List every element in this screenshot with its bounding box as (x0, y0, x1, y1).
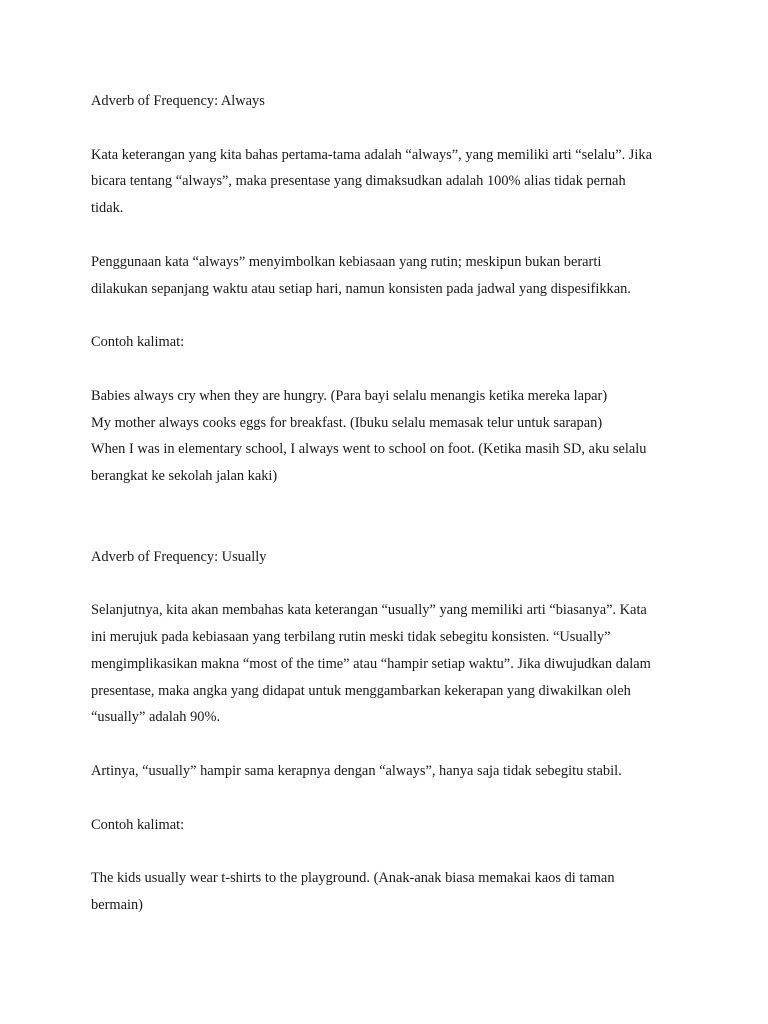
text-line: Penggunaan kata “always” menyimbolkan kebiasaan yang rutin; meskipun bukan berarti (91, 253, 602, 270)
spacer (91, 785, 691, 812)
paragraph-always-intro (91, 142, 691, 222)
section-usually (91, 544, 691, 919)
section-always (91, 88, 691, 490)
examples-label-usually: Contoh kalimat: (91, 816, 185, 833)
section-spacer (91, 490, 691, 544)
text-line: Kata keterangan yang kita bahas pertama-tama adalah “always”, yang memiliki arti “selalu”. Jika (91, 146, 652, 163)
section-heading-usually: Adverb of Frequency: Usually (91, 548, 267, 565)
example-sentence: When I was in elementary school, I always went to school on foot. (Ketika masih SD, aku selalu (91, 441, 647, 458)
text-line: Selanjutnya, kita akan membahas kata keterangan “usually” yang memiliki arti “biasanya”. Kata (91, 602, 647, 619)
paragraph-usually-intro (91, 597, 691, 731)
example-sentence: My mother always cooks eggs for breakfast. (Ibuku selalu memasak telur untuk sarapan) (91, 414, 603, 431)
example-list-always (91, 383, 691, 490)
example-sentence: Babies always cry when they are hungry. (Para bayi selalu menangis ketika mereka lapar) (91, 387, 608, 404)
section-heading-always: Adverb of Frequency: Always (91, 93, 265, 109)
example-sentence: berangkat ke sekolah jalan kaki) (91, 468, 278, 485)
paragraph-usually-meaning: Artinya, “usually” hampir sama kerapnya dengan “always”, hanya saja tidak sebegitu stabil. (91, 762, 622, 779)
spacer (91, 570, 691, 597)
document-page (91, 88, 691, 919)
example-list-usually (91, 865, 691, 919)
text-line: dilakukan sepanjang waktu atau setiap hari, namun konsisten pada jadwal yang dispesifikkan. (91, 280, 631, 297)
text-line: mengimplikasikan makna “most of the time” atau “hampir setiap waktu”. Jika diwujudkan dalam (91, 655, 651, 672)
text-line: bicara tentang “always”, maka presentase yang dimaksudkan adalah 100% alias tidak pernah (91, 173, 626, 190)
text-line: ini merujuk pada kebiasaan yang terbilang rutin meski tidak sebegitu konsisten. “Usually” (91, 628, 611, 645)
example-sentence: bermain) (91, 896, 143, 913)
spacer (91, 356, 691, 383)
text-line: “usually” adalah 90%. (91, 709, 221, 726)
spacer (91, 115, 691, 142)
paragraph-always-usage (91, 249, 691, 303)
spacer (91, 302, 691, 329)
spacer (91, 731, 691, 758)
example-sentence: The kids usually wear t-shirts to the playground. (Anak-anak biasa memakai kaos di taman (91, 870, 615, 887)
text-line: tidak. (91, 200, 124, 217)
examples-label-always: Contoh kalimat: (91, 334, 185, 351)
spacer (91, 838, 691, 865)
text-line: presentase, maka angka yang didapat untuk menggambarkan kekerapan yang diwakilkan oleh (91, 682, 631, 699)
spacer (91, 222, 691, 249)
